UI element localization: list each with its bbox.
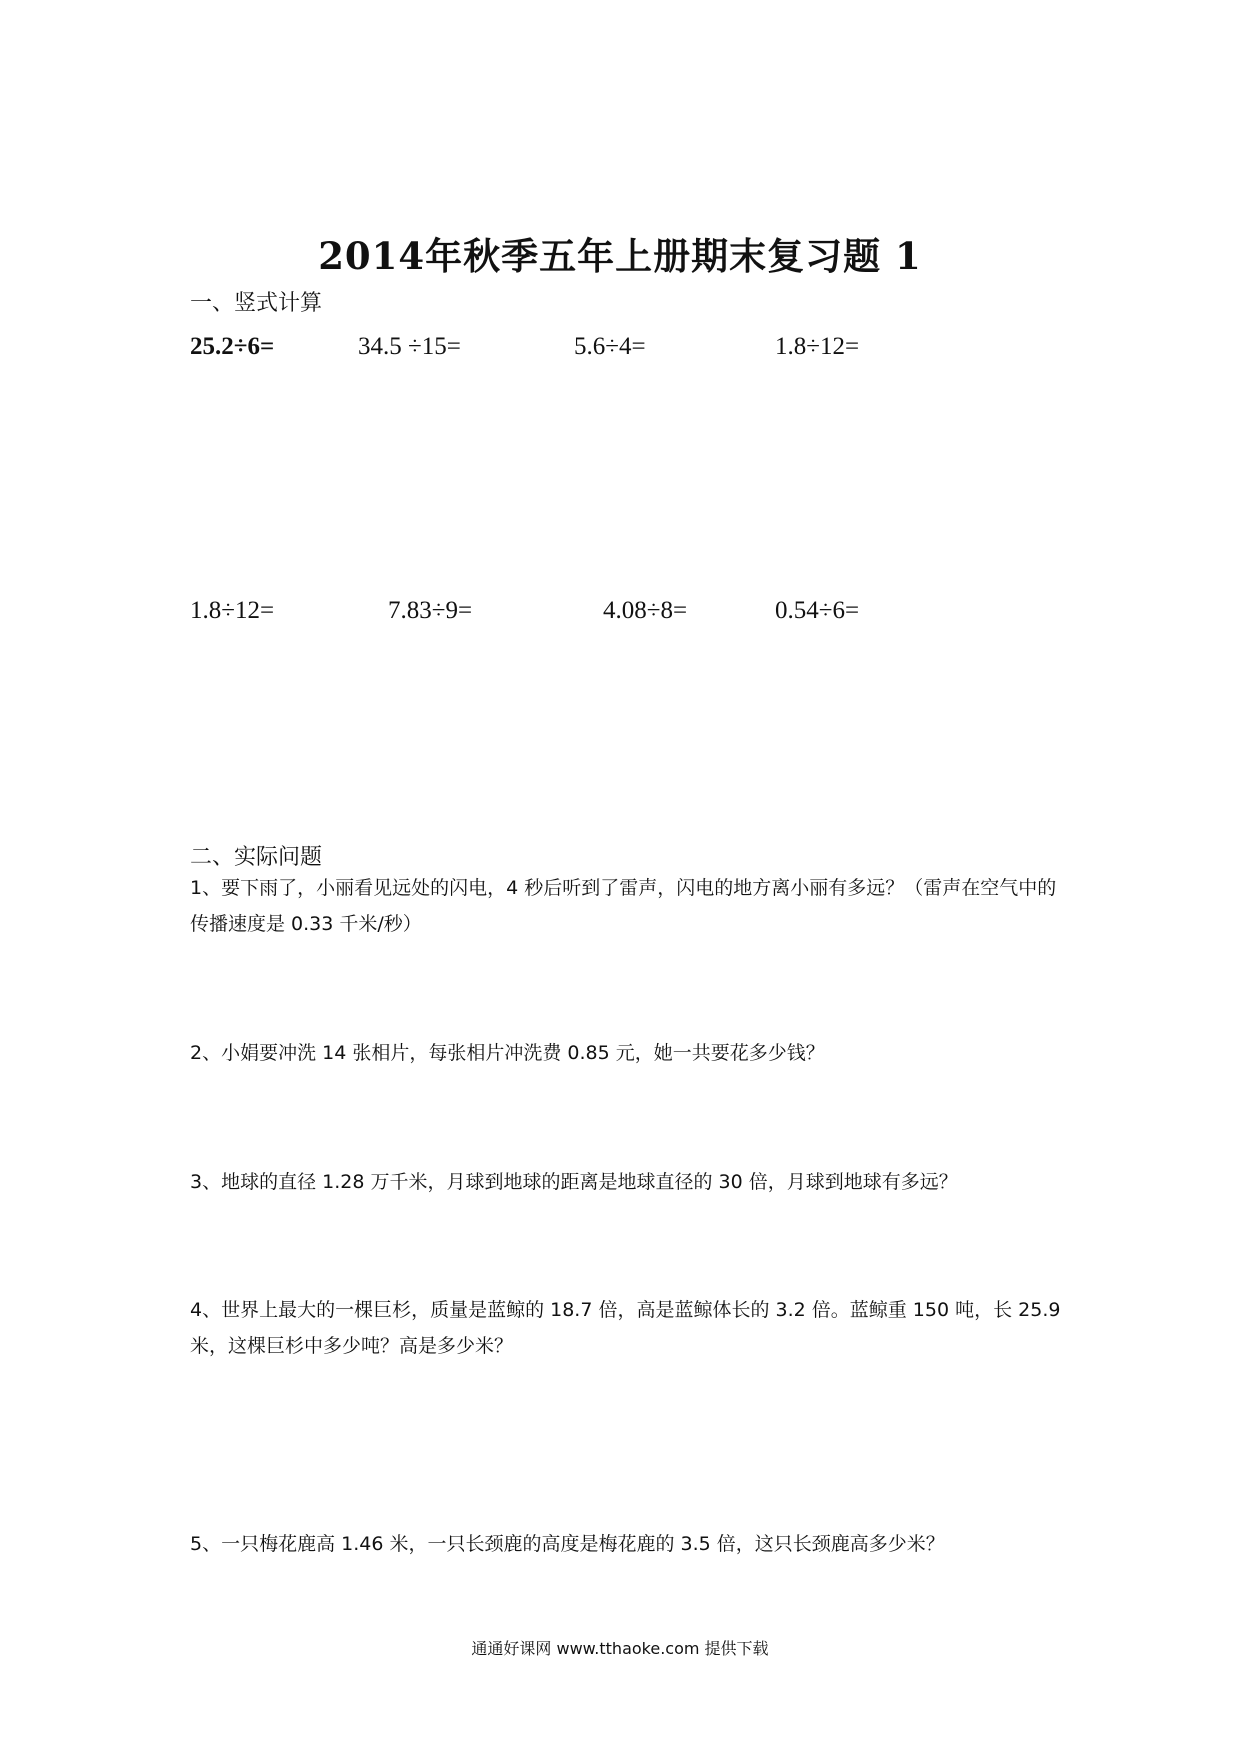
word-problem-1: 1、要下雨了，小丽看见远处的闪电，4 秒后听到了雷声，闪电的地方离小丽有多远？（雷声在空气中的传播速度是 0.33 千米/秒）	[190, 877, 1057, 935]
word-problem-5: 5、一只梅花鹿高 1.46 米，一只长颈鹿的高度是梅花鹿的 3.5 倍，这只长颈鹿高多少米？	[190, 1533, 945, 1555]
calc-problem: 34.5 ÷15=	[358, 333, 461, 360]
calc-problem: 7.83÷9=	[388, 597, 473, 624]
word-problem-4: 4、世界上最大的一棵巨杉，质量是蓝鲸的 18.7 倍，高是蓝鲸体长的 3.2 倍。蓝鲸重 150 吨，长 25.9 米，这棵巨杉中多少吨？高是多少米？	[190, 1299, 1061, 1357]
calc-problem: 1.8÷12=	[775, 333, 860, 360]
word-problem-2: 2、小娟要冲洗 14 张相片，每张相片冲洗费 0.85 元，她一共要花多少钱？	[190, 1042, 825, 1064]
calc-problem: 0.54÷6=	[775, 597, 860, 624]
section-heading-vertical-calculation: 一、竖式计算	[190, 291, 323, 316]
section-heading-word-problems: 二、实际问题	[190, 845, 323, 870]
calc-problem: 1.8÷12=	[190, 597, 275, 624]
word-problem-3: 3、地球的直径 1.28 万千米，月球到地球的距离是地球直径的 30 倍，月球到地球有多远？	[190, 1171, 958, 1193]
page-title: 2014年秋季五年上册期末复习题 1	[318, 234, 922, 278]
calc-problem: 4.08÷8=	[603, 597, 688, 624]
footer-download-note: 通通好课网 www.tthaoke.com 提供下载	[471, 1639, 769, 1658]
calc-problem: 5.6÷4=	[574, 333, 646, 360]
calc-problem: 25.2÷6=	[190, 333, 275, 360]
